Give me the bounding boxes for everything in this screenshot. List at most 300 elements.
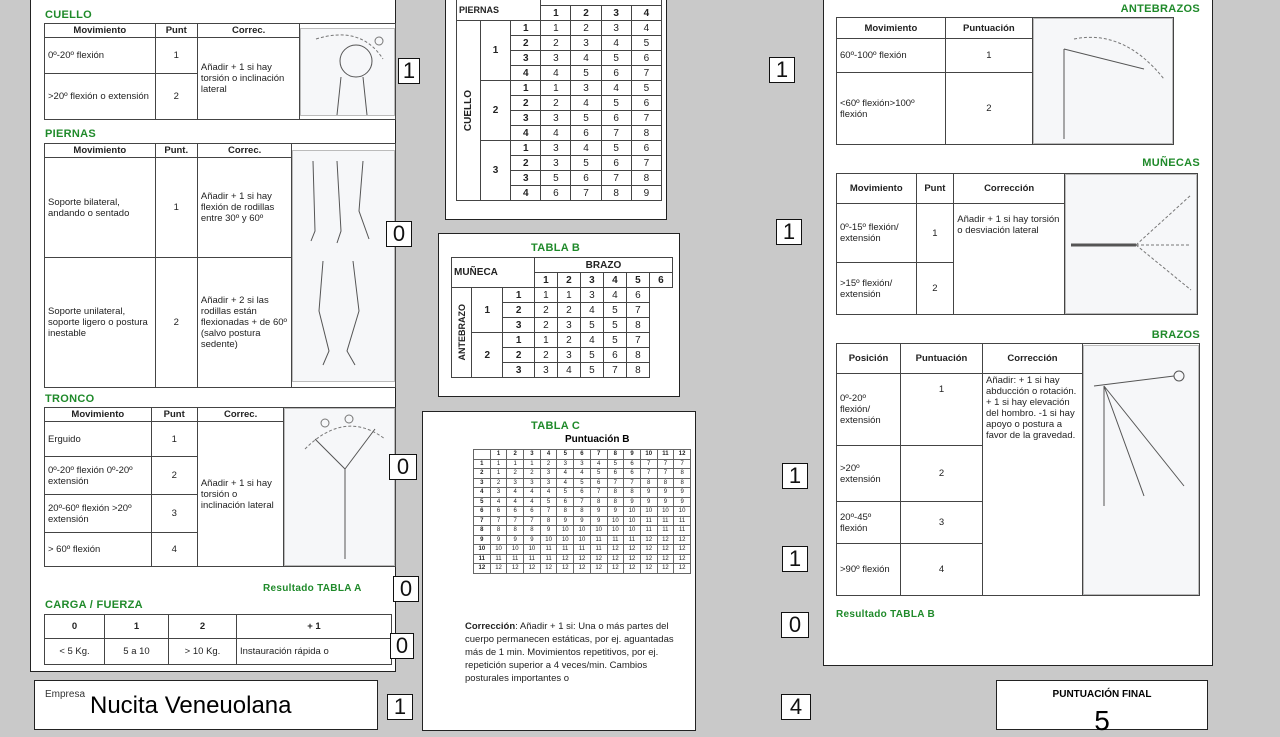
cell: 1 <box>534 288 557 303</box>
cell: 5 <box>571 66 601 81</box>
col-header: 1 <box>541 6 571 21</box>
cell: 0º-20º flexión <box>45 38 156 74</box>
cell: 8 <box>657 478 674 488</box>
col-header: 1 <box>534 273 557 288</box>
cell: 12 <box>624 545 641 555</box>
cell: 4 <box>590 459 607 469</box>
cell: 1 <box>151 422 197 457</box>
cell: 12 <box>674 535 691 545</box>
row-header: 10 <box>474 545 491 555</box>
col-header: 5 <box>557 450 574 460</box>
cell: 5 <box>631 36 661 51</box>
cell: 1 <box>511 21 541 36</box>
cell: 6 <box>603 348 626 363</box>
cell: 11 <box>574 545 591 555</box>
cell: 4 <box>571 51 601 66</box>
row-header: 11 <box>474 554 491 564</box>
munecas-table <box>836 173 1198 315</box>
col-header: Corrección <box>983 344 1083 374</box>
cell: 7 <box>626 303 649 318</box>
cell: 20º-45º flexión <box>837 502 901 544</box>
cell: 4 <box>557 363 580 378</box>
cell: Instauración rápida o <box>237 639 392 665</box>
cell: 5 <box>601 96 631 111</box>
cell: > 60º flexión <box>45 533 152 567</box>
cell: Soporte unilateral, soporte ligero o postura inestable <box>45 258 156 388</box>
cell: 6 <box>574 488 591 498</box>
col-header: Punt <box>155 24 197 38</box>
col-header: Corrección <box>954 174 1065 204</box>
cell: 2 <box>155 74 197 120</box>
table-row <box>457 141 662 156</box>
cell: 6 <box>631 51 661 66</box>
cell: 7 <box>631 156 661 171</box>
cell: 12 <box>490 564 507 574</box>
cell: 11 <box>557 545 574 555</box>
cell: 0º-20º flexión 0º-20º extensión <box>45 457 152 495</box>
cell: 3 <box>541 51 571 66</box>
cell: 3 <box>541 141 571 156</box>
cell: 9 <box>524 535 541 545</box>
tabla-c-subtitle: Puntuación B <box>565 434 630 445</box>
cell: Soporte bilateral, andando o sentado <box>45 158 156 258</box>
col-header: 3 <box>580 273 603 288</box>
cell: 11 <box>607 535 624 545</box>
left-panel <box>30 0 396 672</box>
cell: 4 <box>524 488 541 498</box>
cell: 8 <box>631 171 661 186</box>
cell: 3 <box>511 111 541 126</box>
cell: 1 <box>541 21 571 36</box>
cell: 8 <box>674 478 691 488</box>
cell: 4 <box>490 497 507 507</box>
col-header: 7 <box>590 450 607 460</box>
col-header: 0 <box>45 615 105 639</box>
cell: 8 <box>607 488 624 498</box>
cell: 3 <box>541 111 571 126</box>
cell: 4 <box>511 66 541 81</box>
cell: 60º-100º flexión <box>837 39 946 73</box>
table-row <box>452 288 673 303</box>
cell: 8 <box>601 186 631 201</box>
cell: 0º-20º flexión/ extensión <box>837 374 901 446</box>
cell: 3 <box>541 156 571 171</box>
final-value: 5 <box>1094 705 1110 736</box>
cell: 3 <box>901 502 983 544</box>
cell: 12 <box>674 564 691 574</box>
cell: 9 <box>507 535 524 545</box>
cell: 4 <box>580 303 603 318</box>
col-header: 3 <box>524 450 541 460</box>
cell: 9 <box>631 186 661 201</box>
cell: 11 <box>507 554 524 564</box>
cell: 2 <box>541 36 571 51</box>
cell: 12 <box>590 564 607 574</box>
cell: 3 <box>540 478 557 488</box>
row-header: 2 <box>474 469 491 479</box>
cell: 8 <box>640 478 657 488</box>
cell: 12 <box>524 564 541 574</box>
cell: 12 <box>674 545 691 555</box>
cell: 10 <box>624 526 641 536</box>
piernas-header: PIERNAS <box>457 0 541 21</box>
cell: 3 <box>601 21 631 36</box>
cell: 7 <box>540 507 557 517</box>
cell: 4 <box>571 96 601 111</box>
cell: 12 <box>640 545 657 555</box>
score-box-brazos: 1 <box>782 463 808 489</box>
cell: 10 <box>557 535 574 545</box>
cell: 1 <box>901 374 983 446</box>
tabla-c-grid <box>473 449 691 574</box>
row-header: 3 <box>474 478 491 488</box>
cell: 10 <box>657 507 674 517</box>
score-box-tabla-c: 4 <box>781 694 811 720</box>
cell: 8 <box>624 488 641 498</box>
cell: 7 <box>640 469 657 479</box>
col-header: 3 <box>601 6 631 21</box>
score-box-carga: 0 <box>390 633 414 659</box>
cell: 12 <box>624 564 641 574</box>
cell: 4 <box>507 488 524 498</box>
group-label: 2 <box>472 333 503 378</box>
cell: 3 <box>151 495 197 533</box>
col-header: Movimiento <box>837 174 917 204</box>
cell: 4 <box>507 497 524 507</box>
cell: 1 <box>155 158 197 258</box>
cell: 10 <box>607 526 624 536</box>
cell: 6 <box>607 469 624 479</box>
cell: 4 <box>541 66 571 81</box>
col-header: 1 <box>105 615 169 639</box>
cell: 6 <box>590 478 607 488</box>
cell: 10 <box>624 516 641 526</box>
cell: 8 <box>540 516 557 526</box>
cell: 2 <box>511 36 541 51</box>
col-header: 2 <box>571 6 601 21</box>
table-row <box>474 516 691 526</box>
cell: 5 <box>574 478 591 488</box>
legs-illustration <box>292 150 395 382</box>
cell: 5 a 10 <box>105 639 169 665</box>
cell: 11 <box>657 516 674 526</box>
cell: <60º flexión>100º flexión <box>837 73 946 145</box>
cell: 5 <box>631 81 661 96</box>
cell: 1 <box>511 81 541 96</box>
cell: 8 <box>524 526 541 536</box>
cell: 2 <box>490 478 507 488</box>
cell: 1 <box>534 333 557 348</box>
cell: 3 <box>557 459 574 469</box>
antebrazos-title: ANTEBRAZOS <box>1120 3 1200 15</box>
cell: 10 <box>640 507 657 517</box>
brazos-title: BRAZOS <box>1151 329 1200 341</box>
row-header: 7 <box>474 516 491 526</box>
col-header: 2 <box>557 273 580 288</box>
cell: 6 <box>624 459 641 469</box>
score-box-antebrazos: 1 <box>769 57 795 83</box>
cell: 1 <box>557 288 580 303</box>
tabla-c-title: TABLA C <box>531 420 581 432</box>
arm-illustration <box>1083 345 1199 595</box>
cell: 7 <box>674 459 691 469</box>
cell: 3 <box>503 363 534 378</box>
cell: 4 <box>511 126 541 141</box>
cell: 11 <box>490 554 507 564</box>
cell: 7 <box>631 66 661 81</box>
cell: 11 <box>590 535 607 545</box>
tronco-table <box>44 407 396 567</box>
cell: 10 <box>540 535 557 545</box>
tabla-b-grid <box>451 257 673 378</box>
tronco-title: TRONCO <box>45 393 95 405</box>
table-row <box>474 535 691 545</box>
score-box-cuello: 1 <box>398 58 420 84</box>
cell: 9 <box>590 516 607 526</box>
munecas-correccion: Añadir + 1 si hay torsión o desviación lateral <box>954 204 1065 315</box>
cell: 2 <box>155 258 197 388</box>
cell: >15º flexión/ extensión <box>837 263 917 315</box>
cell: 3 <box>534 363 557 378</box>
corner-cell <box>474 450 491 460</box>
cuello-table <box>44 23 396 120</box>
cell: 8 <box>607 497 624 507</box>
trunk-illustration <box>284 408 395 566</box>
col-header: 1 <box>490 450 507 460</box>
col-header: 4 <box>540 450 557 460</box>
cell: 1 <box>503 333 534 348</box>
cell: 6 <box>571 126 601 141</box>
col-header: 10 <box>640 450 657 460</box>
munecas-title: MUÑECAS <box>1142 157 1200 169</box>
col-header: Puntuación <box>901 344 983 374</box>
cell: 7 <box>507 516 524 526</box>
col-header: Punt. <box>155 144 197 158</box>
cell: 10 <box>490 545 507 555</box>
resultado-tabla-b: Resultado TABLA B <box>836 609 935 620</box>
cell: 10 <box>507 545 524 555</box>
table-row <box>474 497 691 507</box>
cell: 2 <box>534 348 557 363</box>
col-header: 12 <box>674 450 691 460</box>
tabla-b-panel <box>438 233 680 397</box>
cell: 10 <box>624 507 641 517</box>
cell: 7 <box>657 469 674 479</box>
group-label: 2 <box>481 81 511 141</box>
forearm-illustration <box>1033 18 1173 144</box>
cell: 5 <box>601 51 631 66</box>
cell: 3 <box>557 318 580 333</box>
cell: 5 <box>557 488 574 498</box>
cell: < 5 Kg. <box>45 639 105 665</box>
cell: 3 <box>511 51 541 66</box>
cell: 8 <box>626 318 649 333</box>
correccion-label: Corrección <box>465 621 516 632</box>
cell: 2 <box>540 459 557 469</box>
cell: 1 <box>490 459 507 469</box>
antebrazo-label: ANTEBRAZO <box>456 304 467 361</box>
cell: 2 <box>557 333 580 348</box>
col-header: Correc. <box>197 408 283 422</box>
cell: 4 <box>151 533 197 567</box>
cell: 5 <box>540 497 557 507</box>
cell: 10 <box>574 526 591 536</box>
cell: 5 <box>580 348 603 363</box>
cell: 2 <box>945 73 1032 145</box>
tronco-correccion: Añadir + 1 si hay torsión o inclinación lateral <box>197 422 283 567</box>
col-header: Movimiento <box>45 408 152 422</box>
cell: 11 <box>640 526 657 536</box>
cell: 6 <box>507 507 524 517</box>
cell: 7 <box>490 516 507 526</box>
cell: 9 <box>574 516 591 526</box>
col-header: 5 <box>626 273 649 288</box>
cuello-label: CUELLO <box>463 89 474 132</box>
cell: 2 <box>503 303 534 318</box>
cell: 2 <box>534 303 557 318</box>
table-row <box>474 554 691 564</box>
table-row <box>474 469 691 479</box>
cell: Erguido <box>45 422 152 457</box>
cell: 4 <box>557 478 574 488</box>
cell: 6 <box>490 507 507 517</box>
cell: 1 <box>524 459 541 469</box>
cell: 9 <box>540 526 557 536</box>
cell: 1 <box>155 38 197 74</box>
tabla-c-panel <box>422 411 696 731</box>
cell: 2 <box>541 96 571 111</box>
cell: 12 <box>574 554 591 564</box>
table-row <box>457 21 662 36</box>
cell: 3 <box>574 459 591 469</box>
cell: 3 <box>507 478 524 488</box>
cell: 7 <box>524 516 541 526</box>
right-panel <box>823 0 1213 666</box>
cell: 1 <box>511 141 541 156</box>
cell: 9 <box>607 507 624 517</box>
cell: 7 <box>590 488 607 498</box>
table-row <box>474 564 691 574</box>
cell: 6 <box>524 507 541 517</box>
group-label: 3 <box>481 141 511 201</box>
cell: 11 <box>674 526 691 536</box>
muneca-header: MUÑECA <box>452 258 535 288</box>
col-header: Punt <box>151 408 197 422</box>
cell: 7 <box>640 459 657 469</box>
final-score-panel <box>996 680 1208 736</box>
cell: 1 <box>503 288 534 303</box>
cell: 8 <box>490 526 507 536</box>
cell: 12 <box>640 554 657 564</box>
neck-illustration <box>300 28 395 116</box>
group-label: 1 <box>481 21 511 81</box>
brazo-header: BRAZO <box>534 258 672 273</box>
cell: 12 <box>557 554 574 564</box>
piernas-title: PIERNAS <box>45 128 96 140</box>
cell: 7 <box>574 497 591 507</box>
cell: 4 <box>603 288 626 303</box>
cell: 11 <box>657 526 674 536</box>
cell: 11 <box>524 554 541 564</box>
cell: 7 <box>624 478 641 488</box>
col-header: 4 <box>631 6 661 21</box>
cell: 8 <box>557 507 574 517</box>
row-header: 8 <box>474 526 491 536</box>
cell: 6 <box>601 111 631 126</box>
cell: 6 <box>631 141 661 156</box>
cell: 12 <box>590 554 607 564</box>
resultado-tabla-a: Resultado TABLA A <box>263 583 362 594</box>
cell: 6 <box>601 156 631 171</box>
col-header: Puntuación <box>945 18 1032 39</box>
cell: 10 <box>674 507 691 517</box>
cell: 7 <box>631 111 661 126</box>
cell: 6 <box>626 288 649 303</box>
col-header: Posición <box>837 344 901 374</box>
col-header: + 1 <box>237 615 392 639</box>
cell: 11 <box>540 554 557 564</box>
cell: 5 <box>580 363 603 378</box>
cell: 5 <box>603 333 626 348</box>
cell: 7 <box>626 333 649 348</box>
score-box-actividad: 1 <box>387 694 413 720</box>
tabla-b-body <box>452 288 673 378</box>
cell: 4 <box>901 544 983 596</box>
cell: 7 <box>603 363 626 378</box>
cell: 3 <box>540 469 557 479</box>
cell: 12 <box>657 535 674 545</box>
cell: 8 <box>507 526 524 536</box>
row-header: 4 <box>474 488 491 498</box>
table-row <box>474 478 691 488</box>
col-header: Movimiento <box>45 144 156 158</box>
cell: 1 <box>541 81 571 96</box>
cell: 9 <box>490 535 507 545</box>
row-header: 6 <box>474 507 491 517</box>
cell: 4 <box>540 488 557 498</box>
row-header: 9 <box>474 535 491 545</box>
table-row <box>452 333 673 348</box>
cuello-correccion: Añadir + 1 si hay torsión o inclinación lateral <box>197 38 300 120</box>
cell: 4 <box>524 497 541 507</box>
cell: 11 <box>540 545 557 555</box>
cell: 8 <box>626 348 649 363</box>
cell: 10 <box>590 526 607 536</box>
col-header: Movimiento <box>45 24 156 38</box>
cell: 5 <box>541 171 571 186</box>
brazos-table <box>836 343 1200 596</box>
cell: 4 <box>631 21 661 36</box>
cell: 9 <box>657 488 674 498</box>
cell: 6 <box>624 469 641 479</box>
cell: 3 <box>571 36 601 51</box>
col-header: Movimiento <box>837 18 946 39</box>
tabla-a-body <box>457 21 662 201</box>
correccion-text: : Añadir + 1 si: Una o más partes del cuerpo permanecen estáticas, por ej. aguantadas más de 1 min. Movimientos repetitivos, por ej. repetición superior a 4 veces/min. Cambios posturales importantes o <box>465 621 674 684</box>
group-label: 1 <box>472 288 503 333</box>
cell: 9 <box>674 497 691 507</box>
col-header: 9 <box>624 450 641 460</box>
score-box-tabla-b: 1 <box>782 546 808 572</box>
col-header: 6 <box>649 273 672 288</box>
tabla-b-title: TABLA B <box>531 242 581 254</box>
cell: 12 <box>507 564 524 574</box>
cell: 4 <box>601 36 631 51</box>
cell: 2 <box>511 96 541 111</box>
table-row <box>457 81 662 96</box>
cell: 1 <box>507 459 524 469</box>
cell: 9 <box>674 488 691 498</box>
